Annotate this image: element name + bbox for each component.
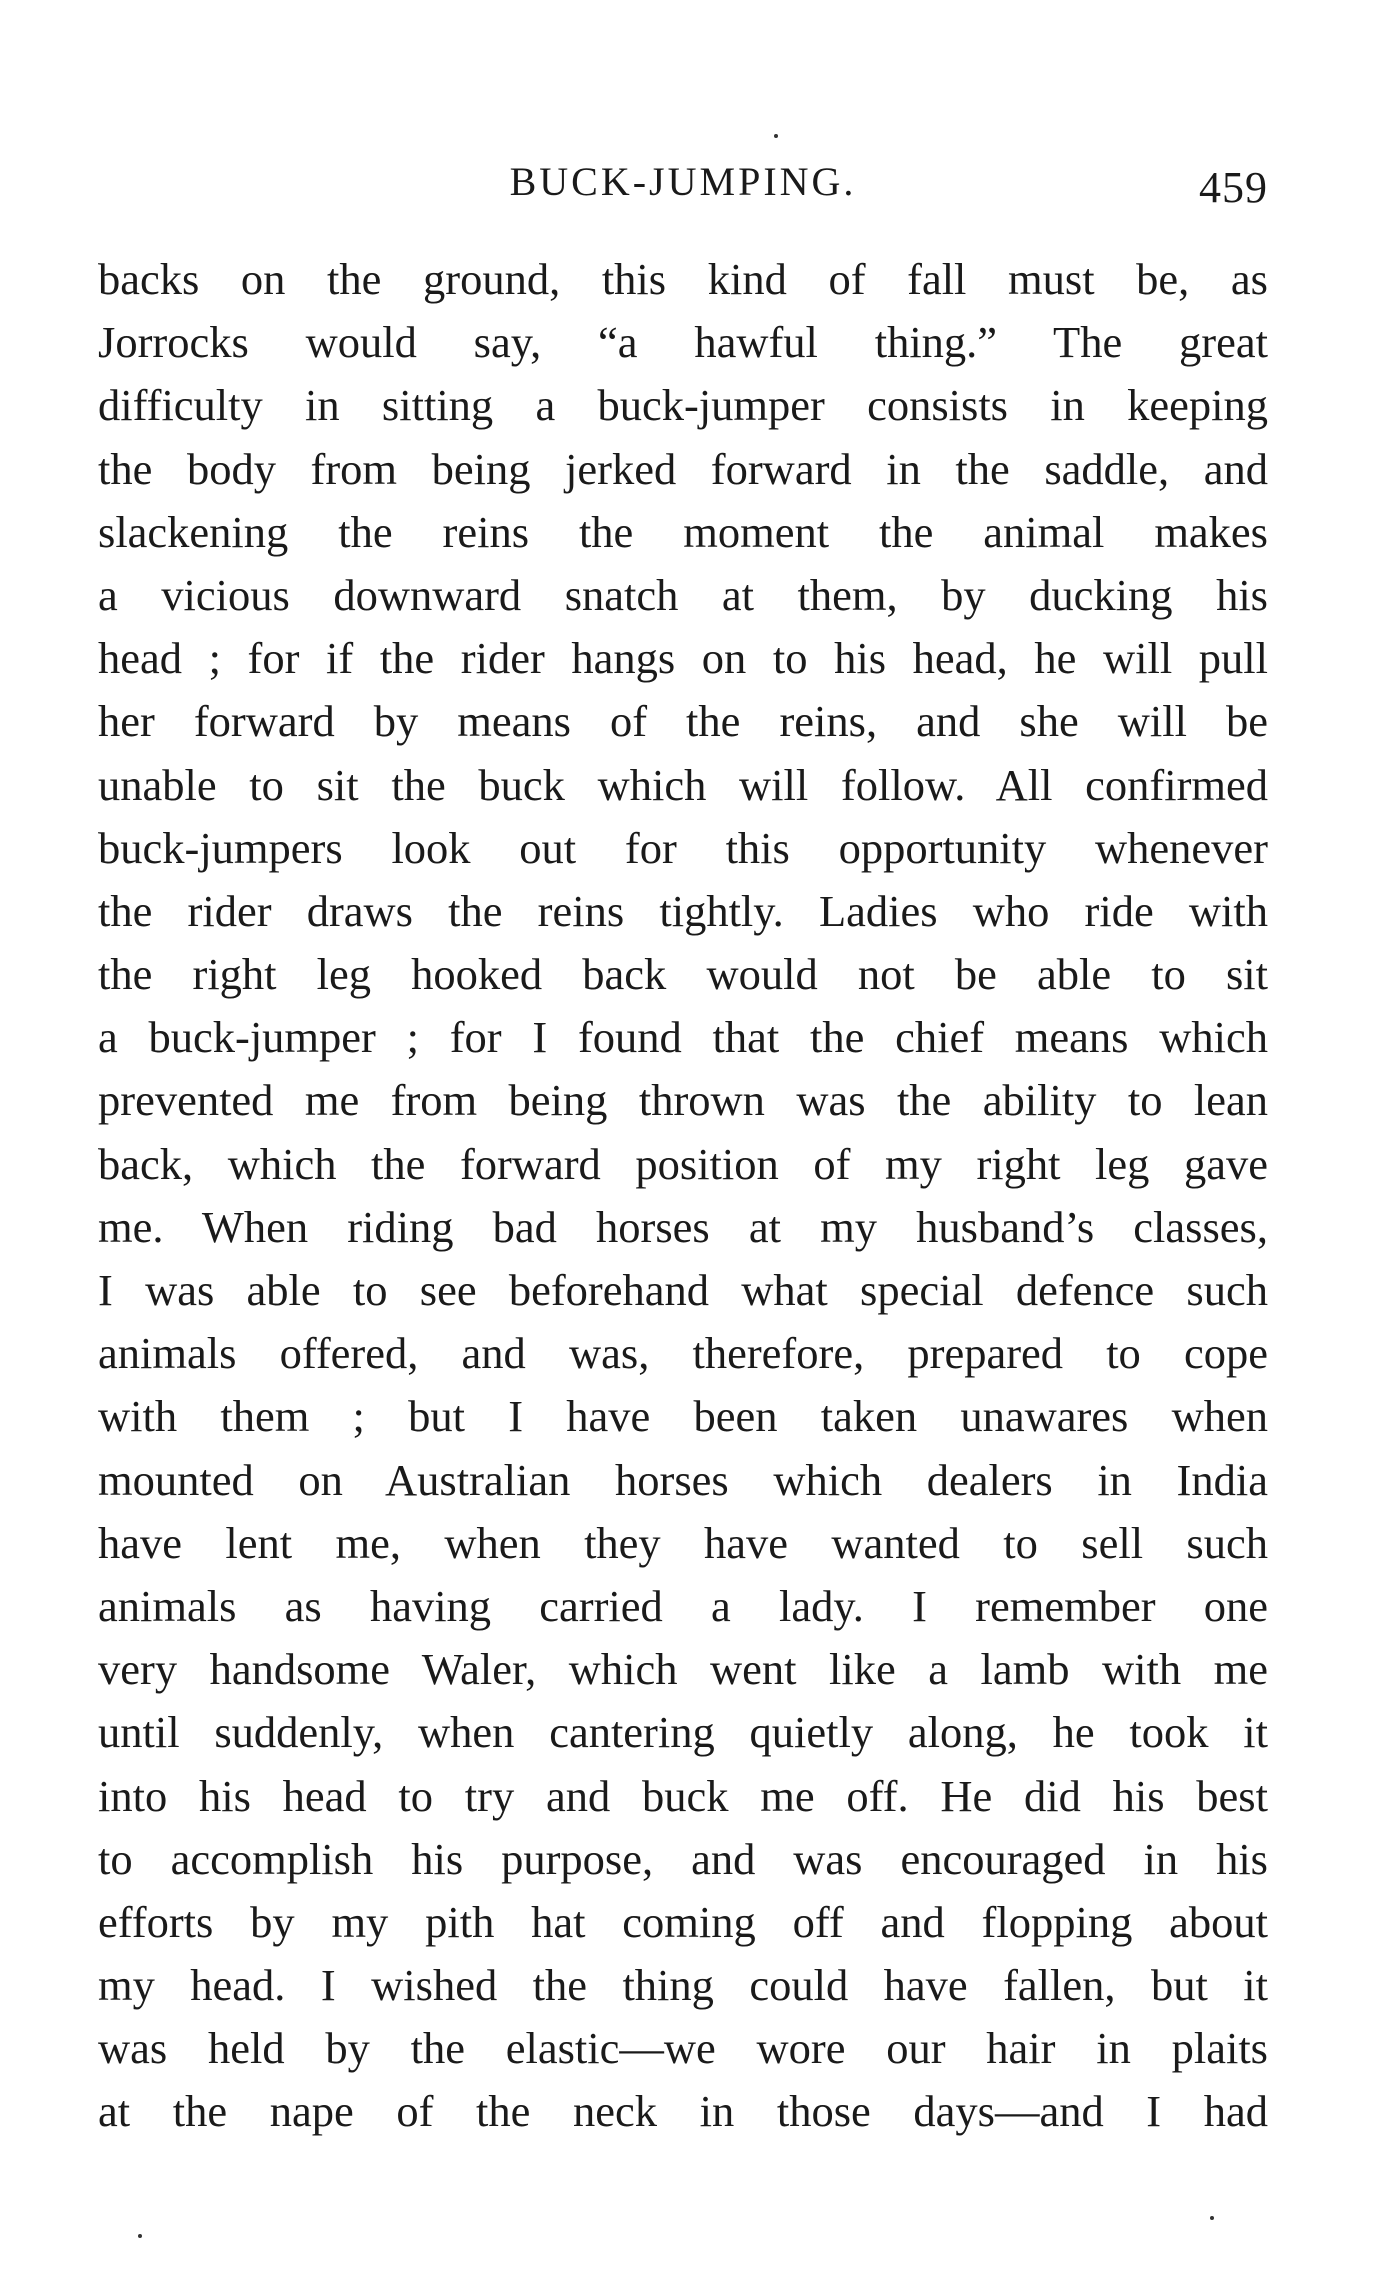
- text-line: a buck-jumper ; for I found that the chief means which: [98, 1012, 1268, 1063]
- text-line: buck-jumpers look out for this opportunity whenever: [98, 822, 1268, 873]
- page-number: 459: [1199, 163, 1268, 212]
- text-line: animals as having carried a lady. I remember one: [98, 1580, 1268, 1631]
- print-speck: [138, 2234, 142, 2238]
- print-speck: [774, 134, 778, 138]
- text-line: I was able to see beforehand what special defence such: [98, 1265, 1268, 1315]
- text-line: her forward by means of the reins, and she will be: [98, 696, 1268, 747]
- text-line: backs on the ground, this kind of fall must be, as: [98, 254, 1268, 304]
- text-line: with them ; but I have been taken unawares when: [98, 1391, 1268, 1442]
- text-line: my head. I wished the thing could have fallen, but it: [98, 1960, 1268, 2011]
- body-text: [98, 248, 1268, 2144]
- text-line: Jorrocks would say, “a hawful thing.” The great: [98, 317, 1268, 368]
- text-line: until suddenly, when cantering quietly along, he took it: [98, 1707, 1268, 1758]
- text-line: was held by the elastic—we wore our hair in plaits: [98, 2023, 1268, 2074]
- text-line: have lent me, when they have wanted to sell such: [98, 1517, 1268, 1568]
- text-line: efforts by my pith hat coming off and flopping about: [98, 1896, 1268, 1947]
- text-line: me. When riding bad horses at my husband’s classes,: [98, 1201, 1268, 1252]
- text-line: very handsome Waler, which went like a lamb with me: [98, 1644, 1268, 1695]
- text-line: unable to sit the buck which will follow. All confirmed: [98, 759, 1268, 810]
- text-line: the body from being jerked forward in the saddle, and: [98, 443, 1268, 494]
- text-line: back, which the forward position of my right leg gave: [98, 1138, 1268, 1189]
- text-line: at the nape of the neck in those days—and I had: [98, 2086, 1268, 2137]
- print-speck: [1210, 2216, 1214, 2220]
- text-line: to accomplish his purpose, and was encouraged in his: [98, 1833, 1268, 1884]
- text-line: the rider draws the reins tightly. Ladies who ride with: [98, 885, 1268, 936]
- text-line: head ; for if the rider hangs on to his head, he will pull: [98, 633, 1268, 684]
- text-line: prevented me from being thrown was the ability to lean: [98, 1075, 1268, 1126]
- text-line: a vicious downward snatch at them, by ducking his: [98, 569, 1268, 620]
- running-title: BUCK-JUMPING.: [509, 159, 857, 204]
- text-line: the right leg hooked back would not be able to sit: [98, 949, 1268, 1000]
- text-line: mounted on Australian horses which dealers in India: [98, 1454, 1268, 1505]
- text-line: slackening the reins the moment the animal makes: [98, 506, 1268, 557]
- page-header: [98, 158, 1268, 218]
- text-line: difficulty in sitting a buck-jumper consists in keeping: [98, 380, 1268, 431]
- text-line: animals offered, and was, therefore, prepared to cope: [98, 1328, 1268, 1379]
- text-line: into his head to try and buck me off. He did his best: [98, 1770, 1268, 1821]
